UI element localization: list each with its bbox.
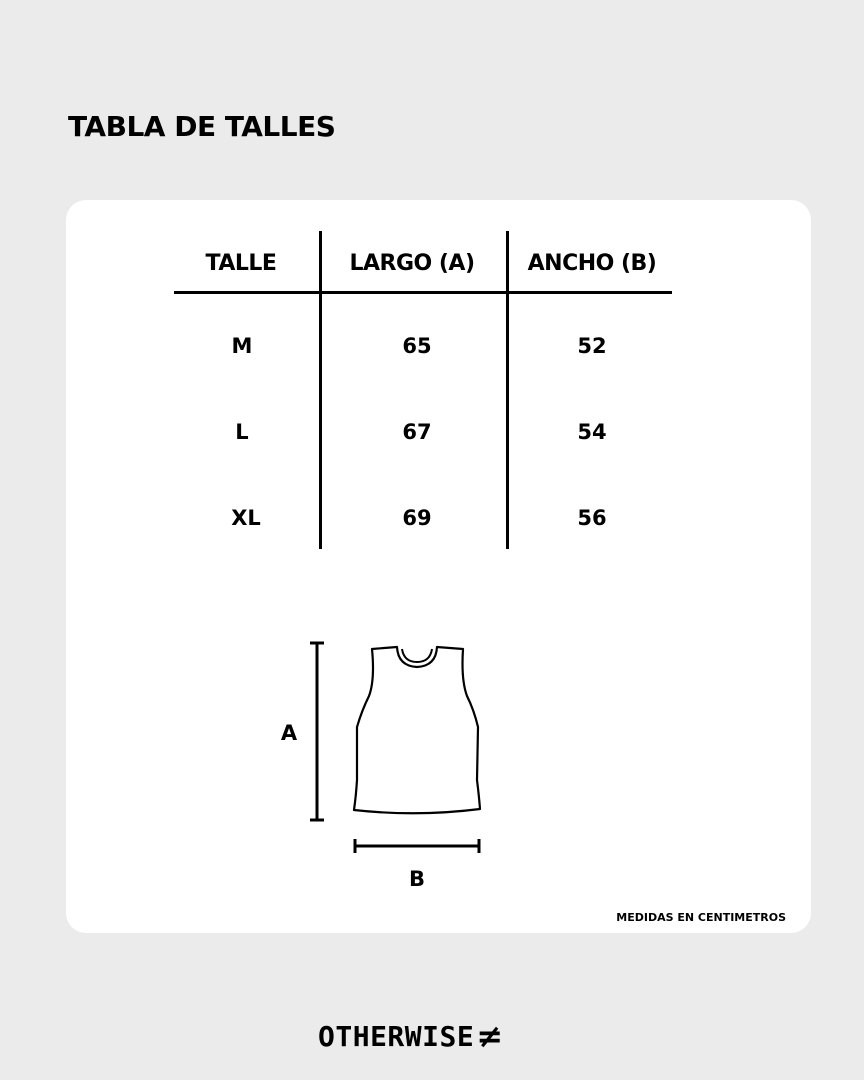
- brand-logo: [318, 1016, 503, 1056]
- measure-b-label: B: [408, 867, 426, 891]
- table-cell-ancho: 52: [577, 334, 607, 358]
- table-cell-largo: 67: [402, 420, 432, 444]
- garment-diagram: [66, 200, 811, 933]
- table-cell-size: M: [231, 334, 253, 358]
- measure-a-line: [310, 643, 324, 820]
- table-cell-ancho: 54: [577, 420, 607, 444]
- measure-b-line: [355, 839, 479, 853]
- table-cell-size: L: [235, 420, 249, 444]
- column-header-largo: LARGO (A): [349, 251, 475, 276]
- brand-name: OTHERWISE: [318, 1019, 475, 1053]
- measure-a-label: A: [280, 721, 298, 745]
- page-title: TABLA DE TALLES: [68, 110, 336, 143]
- table-cell-largo: 69: [402, 506, 432, 530]
- tank-top-neckline: [402, 649, 432, 662]
- table-cell-ancho: 56: [577, 506, 607, 530]
- size-chart-card: [66, 200, 811, 933]
- tank-top-icon: [354, 647, 480, 813]
- table-cell-largo: 65: [402, 334, 432, 358]
- units-footnote: MEDIDAS EN CENTIMETROS: [616, 911, 786, 924]
- column-header-talle: TALLE: [205, 251, 277, 276]
- table-cell-size: XL: [231, 506, 261, 530]
- column-header-ancho: ANCHO (B): [527, 251, 657, 276]
- not-equal-icon: ≠: [476, 1017, 504, 1055]
